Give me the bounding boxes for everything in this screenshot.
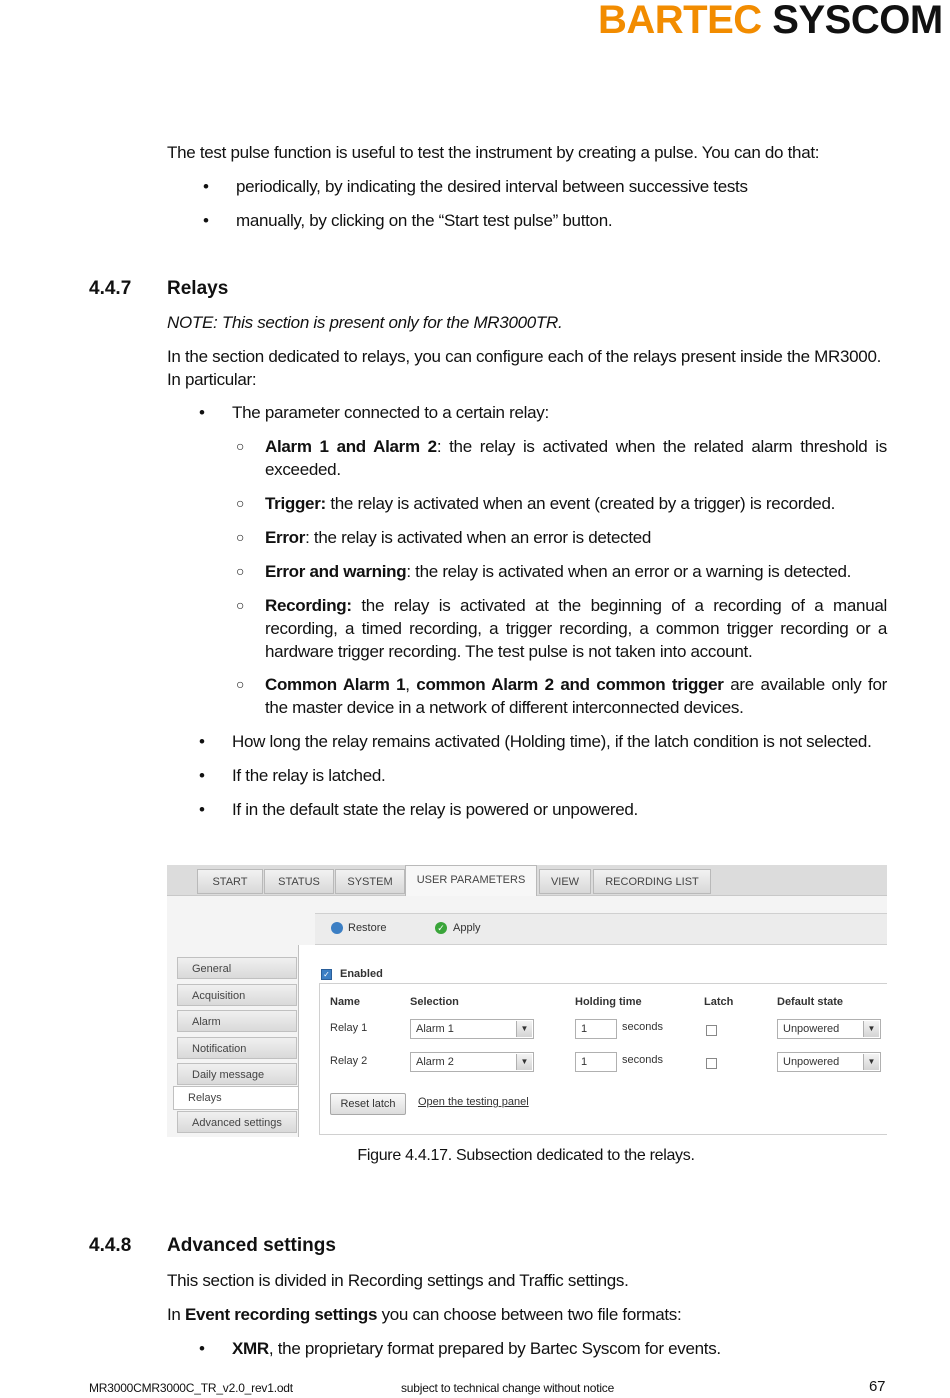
relay-1-holding-input[interactable]: 1 [575, 1019, 617, 1039]
relay-2-name: Relay 2 [330, 1055, 368, 1067]
relays-bullet-2: How long the relay remains activated (Holding time), if the latch condition is not selected. [232, 732, 872, 751]
intro-bullet-1: periodically, by indicating the desired interval between successive tests [236, 177, 748, 196]
option-term: common Alarm 2 and common trigger [416, 675, 724, 694]
intro-paragraph: The test pulse function is useful to test the instrument by creating a pulse. You can do that: [167, 143, 820, 162]
circle-bullet-icon: ○ [236, 438, 245, 454]
bullet-icon: • [203, 177, 209, 196]
column-header-selection: Selection [410, 996, 459, 1008]
tab-user-parameters[interactable]: USER PARAMETERS [405, 865, 537, 896]
circle-bullet-icon: ○ [236, 597, 245, 613]
relay-1-default-state-dropdown[interactable] [777, 1019, 881, 1039]
relays-screenshot [167, 865, 887, 1137]
relay-2-latch-checkbox[interactable] [706, 1058, 717, 1069]
relay-1-default-state-value: Unpowered [783, 1023, 840, 1035]
enabled-label: Enabled [340, 968, 383, 980]
bullet-icon: • [199, 1339, 205, 1358]
advanced-intro-paragraph: This section is divided in Recording settings and Traffic settings. [167, 1271, 629, 1290]
event-recording-paragraph [167, 1303, 681, 1326]
logo-part-syscom: SYSCOM [772, 0, 943, 42]
relays-bullet-3: If the relay is latched. [232, 766, 386, 785]
relay-2-default-state-value: Unpowered [783, 1056, 840, 1068]
figure-caption: Figure 4.4.17. Subsection dedicated to the relays. [357, 1147, 695, 1164]
chevron-down-icon[interactable]: ▼ [863, 1021, 879, 1037]
format-bullet-xmr [232, 1337, 721, 1360]
note-text: NOTE: This section is present only for the MR3000TR. [167, 313, 563, 332]
option-term: Alarm 1 and Alarm 2 [265, 437, 437, 456]
option-term: Error [265, 528, 306, 547]
relays-bullet-4: If in the default state the relay is powered or unpowered. [232, 800, 638, 819]
reset-latch-button[interactable]: Reset latch [330, 1093, 406, 1115]
option-desc: : the relay is activated when the related alarm threshold is exceeded. [265, 437, 887, 479]
sidebar-item-daily-message[interactable]: Daily message [177, 1063, 297, 1085]
section-title: Advanced settings [167, 1235, 336, 1256]
option-desc: the relay is activated when an event (created by a trigger) is recorded. [325, 494, 836, 513]
option-error [265, 526, 887, 549]
paragraph-prefix: In [167, 1305, 186, 1324]
relay-2-selection-value: Alarm 2 [416, 1056, 454, 1068]
chevron-down-icon[interactable]: ▼ [516, 1021, 532, 1037]
intro-bullet-2: manually, by clicking on the “Start test pulse” button. [236, 211, 613, 230]
section-number: 4.4.7 [89, 278, 132, 299]
option-term: Trigger: [265, 494, 326, 513]
tab-bar [167, 865, 887, 896]
option-common [265, 673, 887, 719]
apply-button[interactable]: Apply [453, 922, 481, 934]
format-term: XMR [232, 1339, 269, 1358]
relay-1-selection-value: Alarm 1 [416, 1023, 454, 1035]
bullet-icon: • [203, 211, 209, 230]
restore-button[interactable]: Restore [348, 922, 387, 934]
tab-view[interactable]: VIEW [539, 869, 591, 894]
enabled-checkbox[interactable]: ✓ [321, 969, 332, 980]
relay-1-holding-unit: seconds [622, 1021, 663, 1033]
relay-1-selection-dropdown[interactable] [410, 1019, 534, 1039]
sidebar-item-acquisition[interactable]: Acquisition [177, 984, 297, 1006]
bullet-icon: • [199, 800, 205, 819]
open-testing-panel-link[interactable]: Open the testing panel [418, 1096, 529, 1108]
column-header-default-state: Default state [777, 996, 844, 1008]
relay-1-latch-checkbox[interactable] [706, 1025, 717, 1036]
column-header-name: Name [330, 996, 360, 1008]
circle-bullet-icon: ○ [236, 495, 245, 511]
relay-2-holding-unit: seconds [622, 1054, 663, 1066]
option-alarm [265, 435, 887, 481]
column-header-holding-time: Holding time [575, 996, 642, 1008]
logo-part-bartec: BARTEC [598, 0, 762, 42]
sidebar-item-general[interactable]: General [177, 957, 297, 979]
sidebar-item-advanced-settings[interactable]: Advanced settings [177, 1111, 297, 1133]
relay-2-default-state-dropdown[interactable] [777, 1052, 881, 1072]
page-number: 67 [869, 1378, 886, 1395]
company-logo [598, 0, 943, 40]
chevron-down-icon[interactable]: ▼ [863, 1054, 879, 1070]
bullet-icon: • [199, 766, 205, 785]
restore-icon[interactable] [331, 922, 343, 934]
relay-2-holding-input[interactable]: 1 [575, 1052, 617, 1072]
option-separator: , [405, 675, 417, 694]
paragraph-rest: you can choose between two file formats: [377, 1305, 682, 1324]
option-desc: are available only for the master device in a network of different interconnected devices. [265, 675, 887, 717]
tab-start[interactable]: START [197, 869, 263, 894]
apply-check-icon[interactable]: ✓ [435, 922, 447, 934]
relay-1-name: Relay 1 [330, 1022, 368, 1034]
section-title: Relays [167, 278, 229, 299]
bullet-icon: • [199, 403, 205, 422]
option-trigger [265, 492, 887, 515]
option-term: Common Alarm 1 [265, 675, 406, 694]
column-header-latch: Latch [704, 996, 734, 1008]
relays-table [319, 983, 887, 1135]
circle-bullet-icon: ○ [236, 529, 245, 545]
paragraph-term: Event recording settings [185, 1305, 378, 1324]
relays-panel [298, 945, 887, 1137]
tab-recording-list[interactable]: RECORDING LIST [593, 869, 711, 894]
option-desc: : the relay is activated when an error or a warning is detected. [406, 562, 852, 581]
option-desc: : the relay is activated when an error is detected [305, 528, 652, 547]
tab-system[interactable]: SYSTEM [335, 869, 405, 894]
option-error-warning [265, 560, 887, 583]
chevron-down-icon[interactable]: ▼ [516, 1054, 532, 1070]
bullet-icon: • [199, 732, 205, 751]
option-recording [265, 594, 887, 663]
relays-intro-paragraph: In the section dedicated to relays, you can configure each of the relays present inside the MR3000. In particular: [167, 347, 882, 389]
option-term: Error and warning [265, 562, 407, 581]
option-term: Recording: [265, 596, 352, 615]
format-desc: , the proprietary format prepared by Bartec Syscom for events. [268, 1339, 721, 1358]
relay-2-selection-dropdown[interactable] [410, 1052, 534, 1072]
sidebar-item-notification[interactable]: Notification [177, 1037, 297, 1059]
toolbar [315, 913, 887, 945]
tab-status[interactable]: STATUS [264, 869, 334, 894]
sidebar-item-relays[interactable]: Relays [173, 1086, 299, 1110]
footer-document-name: MR3000CMR3000C_TR_v2.0_rev1.odt [89, 1381, 293, 1395]
section-number: 4.4.8 [89, 1235, 132, 1256]
footer-notice: subject to technical change without notice [401, 1381, 615, 1395]
option-desc: the relay is activated at the beginning of a recording of a manual recording, a timed recording, a trigger recording, a common trigger recording or a hardware trigger recording. The test pulse is not taken into account. [265, 596, 887, 661]
circle-bullet-icon: ○ [236, 563, 245, 579]
relays-bullet-1: The parameter connected to a certain relay: [232, 403, 549, 422]
sidebar-item-alarm[interactable]: Alarm [177, 1010, 297, 1032]
circle-bullet-icon: ○ [236, 676, 245, 692]
